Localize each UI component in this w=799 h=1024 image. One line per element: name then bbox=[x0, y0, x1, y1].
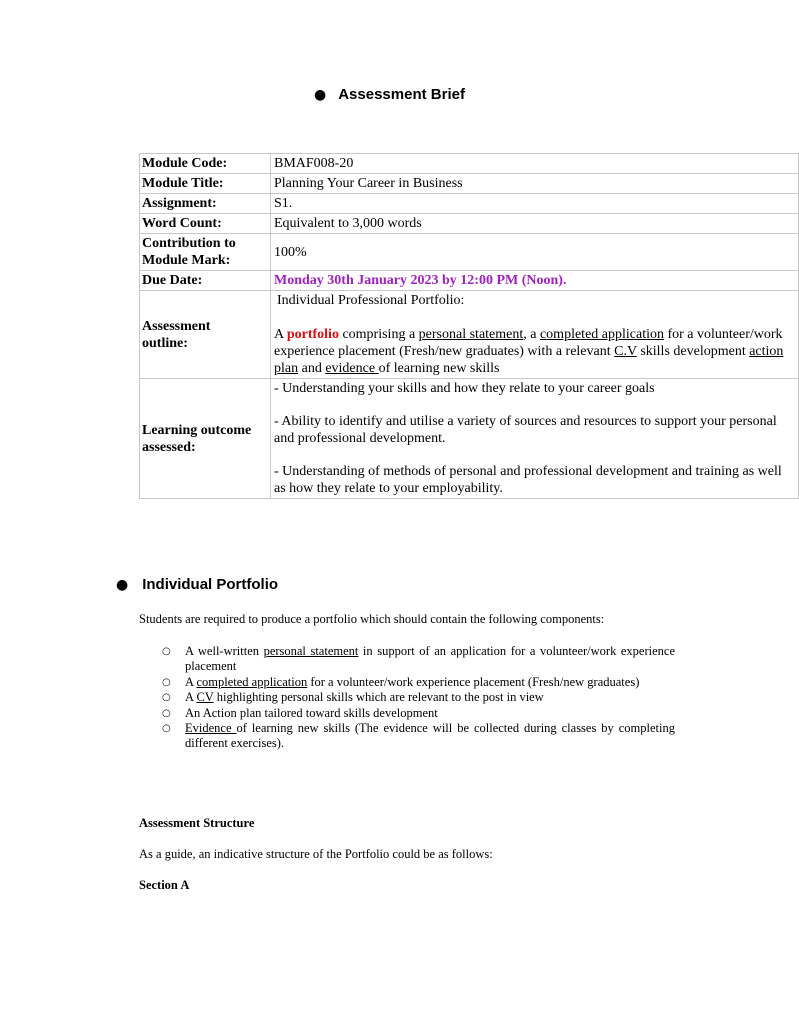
individual-portfolio-title: Individual Portfolio bbox=[142, 576, 279, 593]
lo-label-line2: assessed: bbox=[142, 439, 196, 455]
assessment-outline-label bbox=[140, 291, 271, 379]
bullet-icon: ● bbox=[116, 577, 129, 593]
action-plan-link: action plan bbox=[274, 344, 784, 376]
section-a-heading: Section A bbox=[139, 878, 190, 892]
assignment-label: Assignment: bbox=[140, 194, 271, 214]
outline-label-line2: outline: bbox=[142, 335, 188, 351]
circle-bullet-icon: ○ bbox=[162, 707, 171, 719]
module-code-value: BMAF008-20 bbox=[271, 154, 799, 174]
assessment-outline-value bbox=[271, 291, 799, 379]
learning-outcome-value bbox=[271, 379, 799, 499]
contribution-label bbox=[140, 234, 271, 271]
table-row bbox=[140, 234, 799, 271]
bullet-icon: ● bbox=[314, 87, 327, 103]
individual-portfolio-heading bbox=[116, 576, 278, 594]
table-row bbox=[140, 194, 799, 214]
circle-bullet-icon: ○ bbox=[162, 676, 171, 688]
list-item: ○ A CV highlighting personal skills which are relevant to the post in view bbox=[162, 690, 544, 705]
assignment-value: S1. bbox=[271, 194, 799, 214]
cv-link: C.V bbox=[614, 344, 637, 359]
learning-outcome-2: - Ability to identify and utilise a variety of sources and resources to support your personal and professional development. bbox=[274, 414, 777, 446]
table-row bbox=[140, 271, 799, 291]
contribution-label-line1: Contribution to bbox=[142, 236, 236, 251]
portfolio-highlight: portfolio bbox=[286, 327, 339, 342]
circle-bullet-icon: ○ bbox=[162, 692, 171, 704]
table-row bbox=[140, 379, 799, 499]
completed-application-link: completed application bbox=[539, 327, 664, 342]
outline-description: A portfolio comprising a personal statement, a completed application for a volunteer/work experience placement (Fresh/new graduates) with a relevant C.V skills development action plan and evidence of learning new skills bbox=[274, 327, 784, 376]
due-date-value: Monday 30th January 2023 by 12:00 PM (Noon). bbox=[271, 271, 799, 291]
module-code-label: Module Code: bbox=[140, 154, 271, 174]
components-list bbox=[160, 644, 675, 752]
outline-label-line1: Assessment bbox=[142, 318, 211, 334]
contribution-value: 100% bbox=[271, 234, 799, 271]
list-item: ○ Evidence of learning new skills (The evidence will be collected during classes by completing different exercises). bbox=[162, 721, 675, 751]
contribution-label-line2: Module Mark: bbox=[142, 253, 231, 268]
assessment-brief-heading bbox=[314, 86, 465, 104]
module-title-value: Planning Your Career in Business bbox=[271, 174, 799, 194]
table-row bbox=[140, 154, 799, 174]
circle-bullet-icon: ○ bbox=[162, 723, 171, 735]
outline-title: Individual Professional Portfolio: bbox=[277, 293, 465, 308]
circle-bullet-icon: ○ bbox=[162, 646, 171, 657]
learning-outcome-1: - Understanding your skills and how they relate to your career goals bbox=[274, 381, 655, 396]
word-count-value: Equivalent to 3,000 words bbox=[271, 214, 799, 234]
assessment-brief-table bbox=[139, 153, 799, 499]
list-item: ○ An Action plan tailored toward skills development bbox=[162, 705, 438, 720]
assessment-brief-title: Assessment Brief bbox=[338, 86, 465, 103]
portfolio-intro: Students are required to produce a portfolio which should contain the following components: bbox=[139, 612, 605, 626]
evidence-link: evidence bbox=[325, 361, 379, 376]
module-title-label: Module Title: bbox=[140, 174, 271, 194]
personal-statement-link: personal statement bbox=[418, 327, 524, 342]
list-item: ○ A completed application for a volunteer/work experience placement (Fresh/new graduates) bbox=[162, 674, 640, 689]
word-count-label: Word Count: bbox=[140, 214, 271, 234]
learning-outcome-3: - Understanding of methods of personal and professional development and training as well as how they relate to your employability. bbox=[274, 464, 782, 496]
lo-label-line1: Learning outcome bbox=[142, 422, 252, 438]
list-item: ○ A well-written personal statement in support of an application for a volunteer/work experience placement bbox=[162, 644, 675, 674]
table-row bbox=[140, 174, 799, 194]
table-row bbox=[140, 291, 799, 379]
learning-outcome-label bbox=[140, 379, 271, 499]
structure-guide-text: As a guide, an indicative structure of the Portfolio could be as follows: bbox=[139, 847, 493, 861]
table-row bbox=[140, 214, 799, 234]
assessment-structure-heading: Assessment Structure bbox=[139, 816, 255, 830]
due-date-label: Due Date: bbox=[140, 271, 271, 291]
